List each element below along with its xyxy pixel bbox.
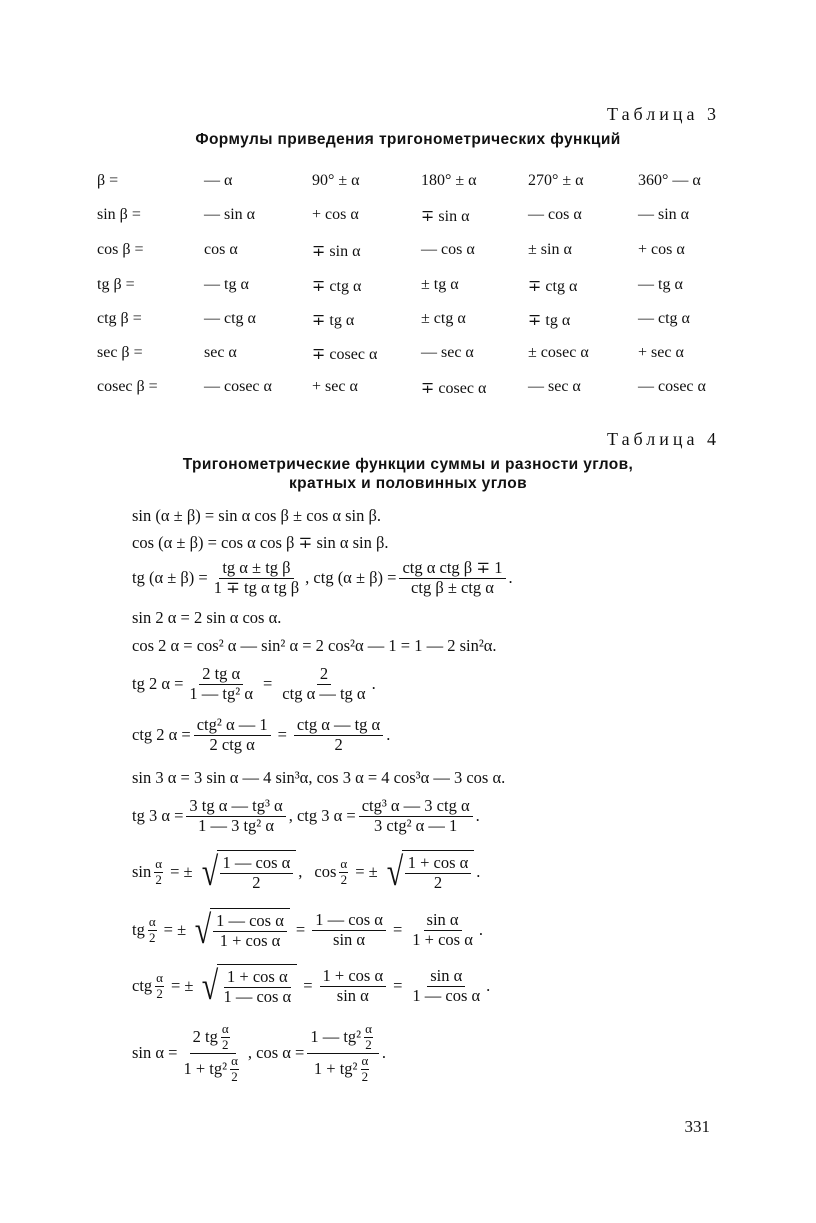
f13-num-half-num: α xyxy=(221,1021,229,1036)
f12-den2: sin α xyxy=(336,985,369,1005)
f7-den2: 2 xyxy=(334,734,343,754)
table3-cell: — tg α xyxy=(204,276,249,293)
table3-cell: cos α xyxy=(204,241,238,258)
f12-half-den: 2 xyxy=(156,985,163,1001)
f12-sqrt-body xyxy=(217,964,297,1008)
f12-half xyxy=(155,971,164,1002)
formula-sin-double: sin 2 α = 2 sin α cos α. xyxy=(132,608,282,627)
radical-sign: √ xyxy=(202,963,219,1008)
table3-cell: ∓ tg α xyxy=(312,312,355,329)
table3-cell: — cosec α xyxy=(638,378,706,395)
f9-den: 1 — 3 tg² α xyxy=(198,815,275,835)
f13-frac2 xyxy=(307,1022,379,1085)
formula-tg-double xyxy=(132,665,376,704)
f13-num-half xyxy=(221,1022,230,1053)
f13-num2 xyxy=(307,1022,379,1054)
f13-den2-pre: 1 + tg² xyxy=(313,1058,358,1078)
f7-lhs: ctg 2 α = xyxy=(132,725,191,745)
f6-num: 2 tg α xyxy=(199,665,243,685)
table3-header-cell: 360° — α xyxy=(638,172,701,189)
f13-num-half-den: 2 xyxy=(222,1036,229,1052)
radical-sign: √ xyxy=(201,849,218,894)
f13-mid: , cos α = xyxy=(247,1043,305,1063)
f6-den: 1 — tg² α xyxy=(189,683,253,703)
table4-label: Таблица 4 xyxy=(607,429,720,449)
table3-cell: ∓ sin α xyxy=(312,243,361,260)
f3-den2: ctg β ± ctg α xyxy=(411,577,494,597)
f11-half-num: α xyxy=(148,913,156,929)
table3-cell: — tg α xyxy=(638,276,683,293)
f13-end: . xyxy=(381,1043,387,1063)
f10-sqrt2-body xyxy=(402,850,475,894)
radical-sign: √ xyxy=(194,907,212,952)
table3-header-cell: 270° ± α xyxy=(528,172,584,189)
page-number: 331 xyxy=(684,1117,710,1136)
f3-den: 1 ∓ tg α tg β xyxy=(213,577,300,597)
f10-half1 xyxy=(154,857,163,888)
f13-num2-half-den: 2 xyxy=(365,1036,372,1052)
f10-sep: , xyxy=(298,862,303,881)
f13-den-half-num: α xyxy=(231,1052,238,1068)
f10-eq2: = ± xyxy=(355,862,378,881)
f9-mid: , ctg 3 α = xyxy=(288,806,356,826)
table3-row-label: ctg β = xyxy=(97,310,142,327)
formula-sin-cos-via-tg-half xyxy=(132,1022,386,1085)
f11-num3: sin α xyxy=(424,911,462,931)
f11-sqrt-body xyxy=(210,908,290,952)
f3-num2: ctg α ctg β ∓ 1 xyxy=(399,559,505,579)
f12-fn: ctg xyxy=(132,976,153,995)
table3-cell: sec α xyxy=(204,344,237,361)
f12-rden: 1 — cos α xyxy=(223,987,292,1006)
f11-rfrac xyxy=(213,912,287,951)
f13-den-half-den: 2 xyxy=(231,1068,238,1084)
f13-lhs: sin α = xyxy=(132,1043,178,1063)
formula-cos-double: cos 2 α = cos² α — sin² α = 2 cos²α — 1 = 1 — 2 sin²α. xyxy=(132,636,497,655)
f11-eq3: = xyxy=(392,920,403,939)
formula-triple: sin 3 α = 3 sin α — 4 sin³α, cos 3 α = 4 cos³α — 3 cos α. xyxy=(132,768,506,787)
f12-frac2 xyxy=(320,967,387,1006)
f13-num-pre: 2 tg xyxy=(192,1026,218,1046)
f9-frac1 xyxy=(186,797,285,836)
f3-frac2 xyxy=(399,559,505,598)
f6-num2: 2 xyxy=(317,665,331,685)
f13-den xyxy=(180,1054,244,1085)
f9-num: 3 tg α — tg³ α xyxy=(186,797,285,817)
f12-frac3 xyxy=(409,967,483,1006)
f11-num2: 1 — cos α xyxy=(312,911,386,931)
table3-cell: + sec α xyxy=(638,344,684,361)
f11-fn: tg xyxy=(132,920,145,939)
f10-half1-den: 2 xyxy=(155,871,162,887)
formula-sin-cos-half xyxy=(132,850,480,894)
table3-cell: — ctg α xyxy=(204,310,256,327)
f10-half1-num: α xyxy=(155,855,163,871)
f12-eq: = ± xyxy=(170,976,194,995)
f12-end: . xyxy=(486,976,491,995)
table3-cell: ∓ cosec α xyxy=(421,380,487,397)
table4-title-line2: кратных и половинных углов xyxy=(288,475,528,492)
f7-frac1 xyxy=(194,716,271,755)
formula-tg-ctg-triple xyxy=(132,797,480,836)
table3-cell: + sec α xyxy=(312,378,358,395)
f3-mid: , ctg (α ± β) = xyxy=(305,568,397,588)
f7-frac2 xyxy=(294,716,383,755)
table3-row-label: sin β = xyxy=(97,206,141,223)
radical-sign: √ xyxy=(386,849,403,894)
f12-den3: 1 — cos α xyxy=(412,985,481,1005)
table3-cell: — sin α xyxy=(638,206,690,223)
f10-frac2 xyxy=(405,854,472,893)
f11-den2: sin α xyxy=(333,929,366,949)
f12-rfrac xyxy=(220,968,294,1007)
table3-header-cell: — α xyxy=(204,172,233,189)
f10-eq1: = ± xyxy=(170,862,193,881)
f9-lhs: tg 3 α = xyxy=(132,806,184,826)
table3-row-label: tg β = xyxy=(97,276,135,293)
table3-cell: — cos α xyxy=(421,241,475,258)
f11-eq2: = xyxy=(295,920,306,939)
f6-frac1 xyxy=(186,665,256,704)
f10-den2: 2 xyxy=(433,873,443,892)
f9-num2: ctg³ α — 3 ctg α xyxy=(359,797,473,817)
f11-rnum: 1 — cos α xyxy=(213,912,287,932)
table3-cell: ∓ sin α xyxy=(421,208,470,225)
f11-den3: 1 + cos α xyxy=(412,929,473,949)
formula-tg-ctg-sum xyxy=(132,559,513,598)
f11-half-den: 2 xyxy=(149,929,156,945)
f7-end: . xyxy=(386,725,391,745)
f12-num3: sin α xyxy=(427,967,465,987)
formula-cos-sum: cos (α ± β) = cos α cos β ∓ sin α sin β. xyxy=(132,533,389,552)
f13-den-pre: 1 + tg² xyxy=(183,1058,228,1078)
f10-half2-den: 2 xyxy=(340,871,348,887)
f13-den2 xyxy=(311,1054,375,1085)
formula-tg-half xyxy=(132,908,483,952)
f9-frac2 xyxy=(359,797,473,836)
table3-cell: — cosec α xyxy=(204,378,272,395)
f6-lhs: tg 2 α = xyxy=(132,674,184,694)
f10-fn2: cos xyxy=(314,862,337,881)
f13-num2-half-num: α xyxy=(365,1021,372,1036)
f12-num2: 1 + cos α xyxy=(320,967,387,987)
table3-cell: ∓ ctg α xyxy=(528,278,578,295)
f11-sqrt xyxy=(192,908,290,952)
table3-label: Таблица 3 xyxy=(607,104,720,124)
f3-num: tg α ± tg β xyxy=(219,559,293,579)
f7-eq: = xyxy=(277,725,287,745)
table3-row-label: cos β = xyxy=(97,241,144,258)
f13-num xyxy=(190,1022,236,1054)
table3-cell: ∓ ctg α xyxy=(312,278,362,295)
table3-cell: — sec α xyxy=(528,378,581,395)
f12-eq3: = xyxy=(393,976,403,995)
f10-half2 xyxy=(339,857,348,888)
f13-den2-half xyxy=(361,1054,370,1085)
f13-den2-half-num: α xyxy=(361,1052,369,1068)
f12-rnum: 1 + cos α xyxy=(224,968,291,988)
f10-sqrt1-body xyxy=(217,850,297,894)
f3-end: . xyxy=(508,568,513,588)
f12-sqrt xyxy=(199,964,297,1008)
f6-end: . xyxy=(371,674,376,694)
formula-sin-sum: sin (α ± β) = sin α cos β ± cos α sin β. xyxy=(132,506,382,525)
f12-eq2: = xyxy=(303,976,313,995)
f9-end: . xyxy=(475,806,480,826)
f11-eq: = ± xyxy=(163,920,187,939)
table3-cell: — sec α xyxy=(421,344,474,361)
table3-cell: ± cosec α xyxy=(528,344,589,361)
table3-cell: ± ctg α xyxy=(421,310,466,327)
f11-frac3 xyxy=(409,911,476,950)
f10-num1: 1 — cos α xyxy=(220,854,294,874)
f10-num2: 1 + cos α xyxy=(405,854,472,874)
f10-half2-num: α xyxy=(340,855,348,871)
table3-cell: ∓ cosec α xyxy=(312,346,378,363)
f6-eq: = xyxy=(262,674,273,694)
f10-frac1 xyxy=(220,854,294,893)
f10-sqrt2 xyxy=(384,850,475,894)
f13-den2-half-den: 2 xyxy=(361,1068,369,1084)
f11-frac2 xyxy=(312,911,386,950)
table3-row-label: cosec β = xyxy=(97,378,158,395)
table4-title-line1: Тригонометрические функции суммы и разности углов, xyxy=(182,456,634,473)
f13-num2-pre: 1 — tg² xyxy=(310,1026,362,1046)
table3-cell: — cos α xyxy=(528,206,582,223)
table3-cell: ± sin α xyxy=(528,241,572,258)
f11-rden: 1 + cos α xyxy=(219,931,281,950)
table3-header-cell: 90° ± α xyxy=(312,172,360,189)
f7-den: 2 ctg α xyxy=(209,734,255,754)
f6-frac2 xyxy=(279,665,368,704)
f9-den2: 3 ctg² α — 1 xyxy=(374,815,458,835)
table3-title: Формулы приведения тригонометрических функций xyxy=(195,131,621,148)
table3-cell: + cos α xyxy=(312,206,359,223)
f13-frac1 xyxy=(180,1022,244,1085)
f10-end: . xyxy=(476,862,481,881)
table3-cell: — sin α xyxy=(204,206,256,223)
f11-half xyxy=(148,915,157,946)
f10-sqrt1 xyxy=(199,850,297,894)
f7-num: ctg² α — 1 xyxy=(194,716,271,736)
f13-num2-half xyxy=(364,1022,373,1053)
table3-cell: ∓ tg α xyxy=(528,312,571,329)
table3-cell: ± tg α xyxy=(421,276,459,293)
f10-fn1: sin xyxy=(132,862,152,881)
f12-half-num: α xyxy=(156,969,163,985)
table3-header-label: β = xyxy=(97,172,119,189)
formula-ctg-half xyxy=(132,964,490,1008)
table3-cell: + cos α xyxy=(638,241,685,258)
f6-den2: ctg α — tg α xyxy=(282,683,366,703)
f10-den1: 2 xyxy=(252,873,261,892)
f11-end: . xyxy=(478,920,483,939)
f13-den-half xyxy=(230,1054,239,1085)
table3-cell: — ctg α xyxy=(638,310,690,327)
table3-header-cell: 180° ± α xyxy=(421,172,477,189)
f3-lhs: tg (α ± β) = xyxy=(132,568,208,588)
f7-num2: ctg α — tg α xyxy=(294,716,383,736)
f3-frac1 xyxy=(211,559,302,598)
table3-row-label: sec β = xyxy=(97,344,143,361)
formula-ctg-double xyxy=(132,716,390,755)
